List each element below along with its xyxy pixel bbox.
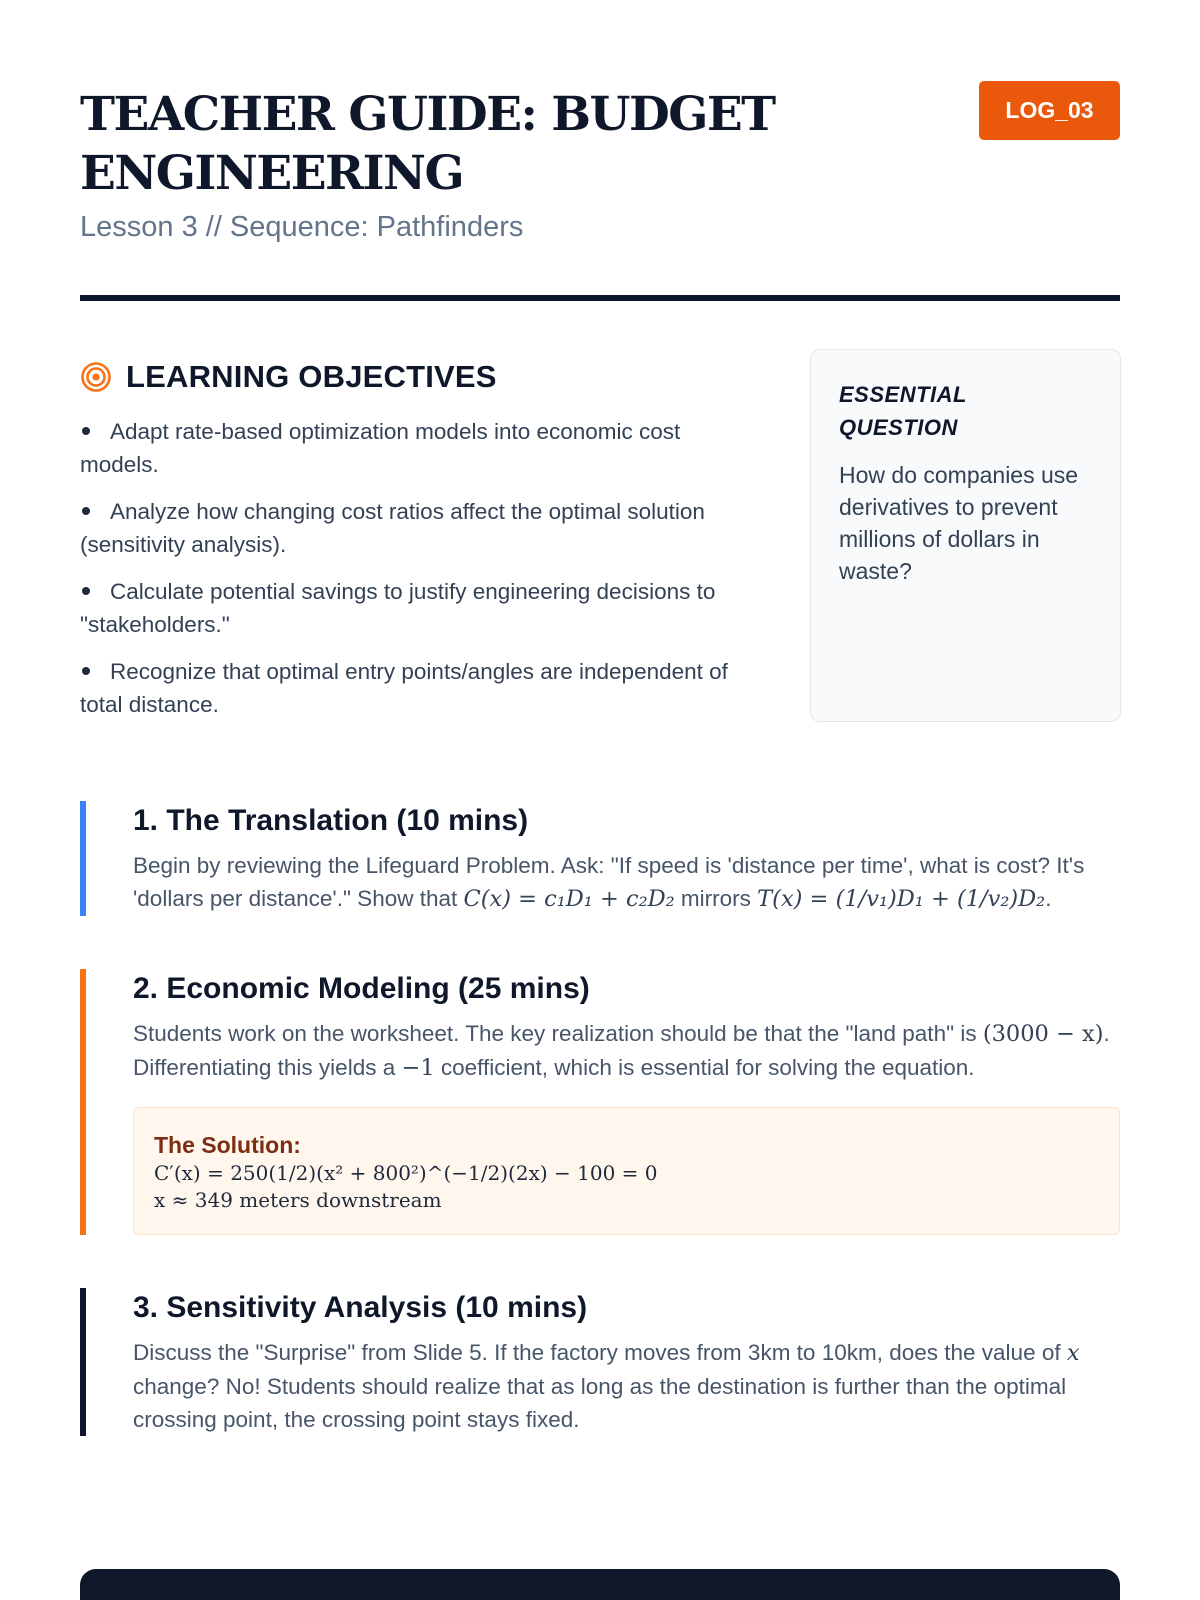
time-formula: T(x) = (1/v₁)D₁ + (1/v₂)D₂ xyxy=(757,886,1046,912)
essential-question-text: How do companies use derivatives to prevent millions of dollars in waste? xyxy=(839,462,1079,584)
objective-item xyxy=(80,575,760,641)
phase-text: mirrors xyxy=(674,886,758,911)
page-subtitle: Lesson 3 // Sequence: Pathfinders xyxy=(80,211,524,243)
bullet-icon xyxy=(82,587,90,595)
phase-sensitivity-analysis xyxy=(80,1288,1120,1436)
essential-question-card xyxy=(810,349,1121,722)
phase-translation xyxy=(80,801,1120,916)
footer-panel xyxy=(80,1569,1120,1600)
variable-x: x xyxy=(1066,1340,1080,1366)
objective-item xyxy=(80,495,760,561)
teacher-guide-page xyxy=(80,0,1120,1436)
objective-text: Recognize that optimal entry points/angles are independent of total distance. xyxy=(80,659,728,717)
land-path-expression: (3000 − x) xyxy=(982,1021,1104,1047)
essential-question-label: ESSENTIAL QUESTION xyxy=(839,382,967,440)
header-divider xyxy=(80,295,1120,301)
phase-text: coefficient, which is essential for solving the equation. xyxy=(434,1055,975,1080)
guide-header xyxy=(80,0,1120,301)
coefficient-value: −1 xyxy=(401,1055,435,1081)
solution-result: x ≈ 349 meters downstream xyxy=(154,1188,442,1212)
solution-equation: C′(x) = 250(1/2)(x² + 800²)^(−1/2)(2x) − 100 = 0 xyxy=(154,1161,658,1185)
objectives-heading xyxy=(80,355,760,399)
bullet-icon xyxy=(82,667,90,675)
log-badge: LOG_03 xyxy=(979,81,1120,140)
objectives-heading-text: LEARNING OBJECTIVES xyxy=(126,359,497,394)
phase-text: Begin by reviewing the Lifeguard Problem. Ask: "If speed is 'distance per time', what is cost? It's 'dollars per distance'." Show that xyxy=(133,853,1085,911)
solution-label: The Solution: xyxy=(154,1132,301,1158)
phase-body xyxy=(133,1336,1120,1436)
target-icon xyxy=(80,361,112,393)
phase-text: change? No! Students should realize that as long as the destination is further than the optimal crossing point, the crossing point stays fixed. xyxy=(133,1374,1067,1432)
phase-text: Students work on the worksheet. The key realization should be that the "land path" is xyxy=(133,1021,983,1046)
solution-box xyxy=(133,1107,1120,1235)
objective-text: Adapt rate-based optimization models into economic cost models. xyxy=(80,419,681,477)
phase-economic-modeling xyxy=(80,969,1120,1235)
phase-title: 3. Sensitivity Analysis (10 mins) xyxy=(133,1291,588,1324)
learning-objectives xyxy=(80,355,760,735)
phase-text: . Differentiating this yields a xyxy=(133,1021,1110,1080)
objective-item xyxy=(80,415,760,481)
phase-title: 2. Economic Modeling (25 mins) xyxy=(133,972,590,1005)
phase-body xyxy=(133,1017,1120,1085)
objective-text: Analyze how changing cost ratios affect the optimal solution (sensitivity analysis). xyxy=(80,499,705,557)
objectives-list xyxy=(80,415,760,721)
phase-title: 1. The Translation (10 mins) xyxy=(133,804,529,837)
cost-formula: C(x) = c₁D₁ + c₂D₂ xyxy=(463,886,675,912)
phase-text: Discuss the "Surprise" from Slide 5. If the factory moves from 3km to 10km, does the value of xyxy=(133,1340,1067,1365)
objective-text: Calculate potential savings to justify engineering decisions to "stakeholders." xyxy=(80,579,716,637)
phase-body xyxy=(133,849,1120,916)
phase-text: . xyxy=(1045,886,1052,911)
objectives-section xyxy=(80,355,1120,735)
page-title: TEACHER GUIDE: BUDGET ENGINEERING xyxy=(80,87,775,201)
bullet-icon xyxy=(82,507,90,515)
bullet-icon xyxy=(82,427,90,435)
objective-item xyxy=(80,655,760,721)
